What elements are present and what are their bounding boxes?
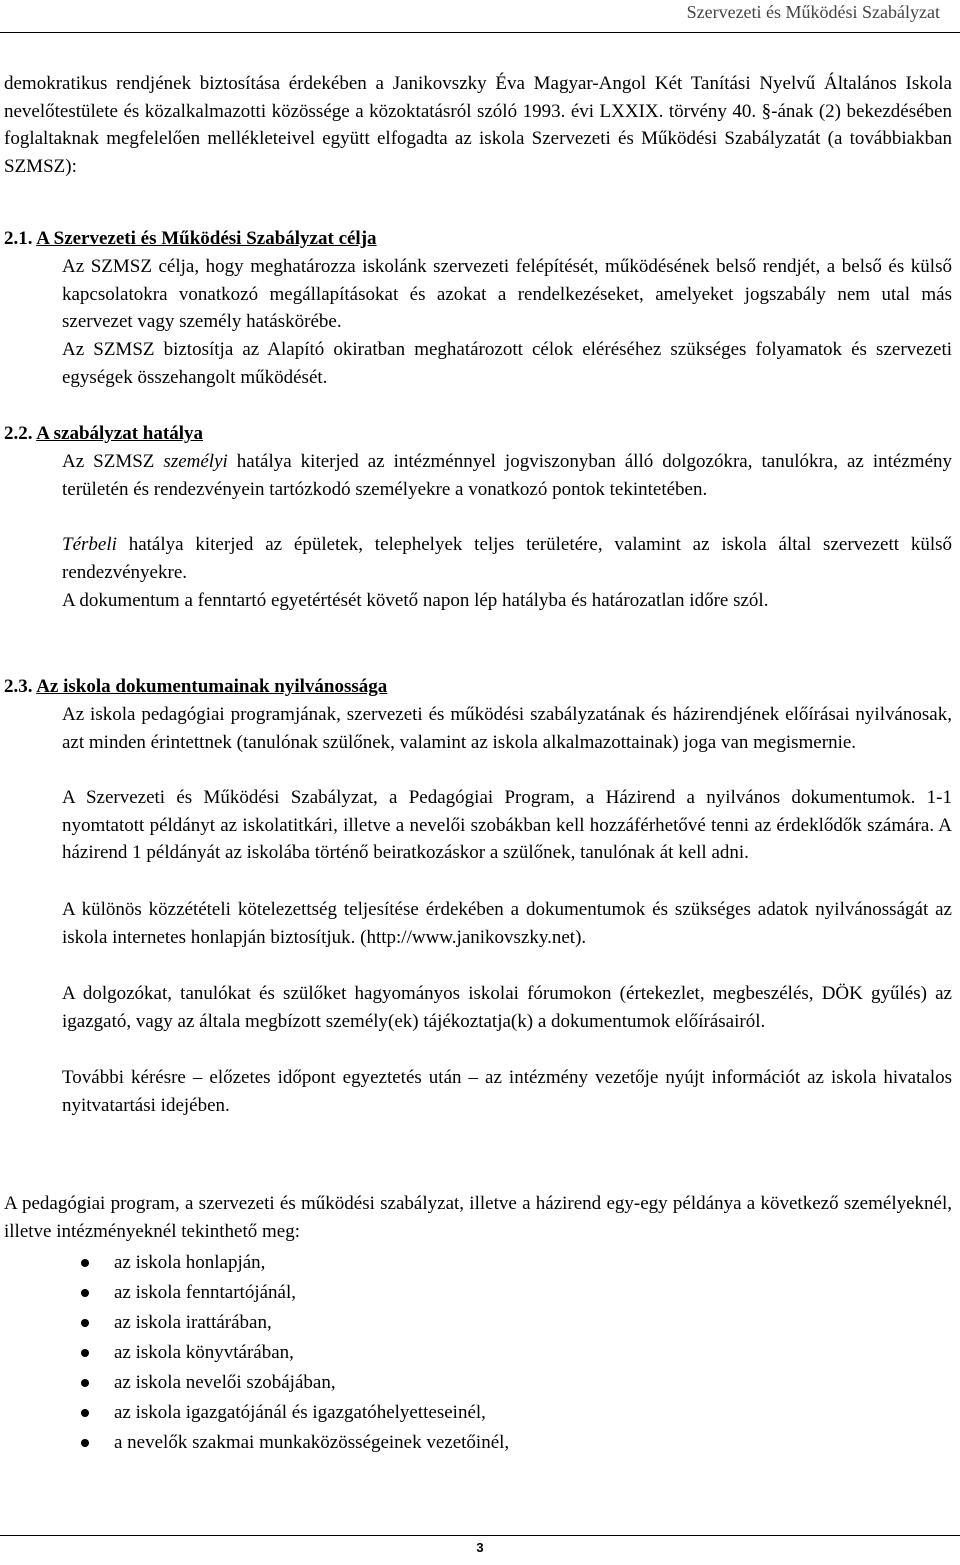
section-2-1-paragraph-1: Az SZMSZ célja, hogy meghatározza iskolánk szervezeti felépítését, működésének belső rendjét, a belső és külső kapcsolatokra vonatkozó megállapításokat és azokat a rendelkezéseket, amelyeket jogszabály nem utal más szervezet vagy személy hatáskörébe. [62, 256, 952, 333]
availability-list [0, 1248, 509, 1458]
text-run: Az SZMSZ [62, 451, 164, 472]
section-2-2-paragraph-2 [62, 531, 952, 586]
bullet-icon [81, 1259, 89, 1267]
section-2-3-paragraph-3: A különös közzétételi kötelezettség teljesítése érdekében a dokumentumok és szükséges adatok nyilvánosságát az iskola internetes honlapján biztosítjuk. (http://www.janikovszky.net). [62, 899, 952, 948]
bullet-icon [81, 1289, 89, 1297]
list-item [0, 1338, 509, 1368]
bullet-icon [81, 1349, 89, 1357]
section-2-3-paragraph-5: További kérésre – előzetes időpont egyeztetés után – az intézmény vezetője nyújt információt az iskola hivatalos nyitvatartási idejében. [62, 1067, 952, 1116]
section-2-3-paragraph-2: A Szervezeti és Működési Szabályzat, a Pedagógiai Program, a Házirend a nyilvános dokumentumok. 1-1 nyomtatott példányt az iskolatitkári, illetve a nevelői szobákban kell hozzáférhetővé tenni az érdeklődők számára. A házirend 1 példányát az iskolába történő beiratkozáskor a szülőnek, tanulónak át kell adni. [62, 787, 952, 864]
list-item-text: az iskola nevelői szobájában, [114, 1372, 336, 1393]
section-2-3-paragraph-4: A dolgozókat, tanulókat és szülőket hagyományos iskolai fórumokon (értekezlet, megbeszélés, DÖK gyűlés) az igazgató, vagy az általa megbízott személy(ek) tájékoztatja(k) a dokumentumok előírásairól. [62, 983, 952, 1032]
list-item [0, 1308, 509, 1338]
bullet-icon [81, 1379, 89, 1387]
list-item-text: a nevelők szakmai munkaközösségeinek vezetőinél, [114, 1432, 510, 1453]
running-header: Szervezeti és Működési Szabályzat [686, 2, 940, 22]
section-title: A szabályzat hatálya [36, 423, 203, 444]
availability-intro: A pedagógiai program, a szervezeti és működési szabályzat, illetve a házirend egy-egy példánya a következő személyeknél, illetve intézményeknél tekinthető meg: [4, 1193, 952, 1242]
list-item-text: az iskola igazgatójánál és igazgatóhelyetteseinél, [114, 1402, 486, 1423]
list-item-text: az iskola fenntartójánál, [114, 1282, 297, 1303]
section-2-2-paragraph-1 [62, 448, 952, 503]
section-title: A Szervezeti és Működési Szabályzat célja [36, 228, 377, 249]
bullet-icon [81, 1319, 89, 1327]
list-item-text: az iskola honlapján, [114, 1252, 266, 1273]
section-title: Az iskola dokumentumainak nyilvánossága [36, 676, 388, 697]
section-2-1-heading [4, 225, 377, 253]
bullet-icon [81, 1409, 89, 1417]
list-item-text: az iskola irattárában, [114, 1312, 272, 1333]
emphasis-spatial: Térbeli [62, 534, 117, 555]
list-item [0, 1248, 509, 1278]
emphasis-personal: személyi [163, 451, 228, 472]
section-2-3-paragraph-1: Az iskola pedagógiai programjának, szervezeti és működési szabályzatának és házirendjének előírásai nyilvánosak, azt minden érintettnek (tanulónak szülőnek, valamint az iskola alkalmazottainak) joga van megismernie. [62, 704, 952, 753]
section-2-2-paragraph-3: A dokumentum a fenntartó egyetértését követő napon lép hatályba és határozatlan időre szól. [62, 590, 769, 611]
section-2-2-heading [4, 420, 203, 448]
list-item [0, 1428, 509, 1458]
header-rule [0, 32, 960, 33]
section-number: 2.2. [4, 423, 33, 444]
list-item-text: az iskola könyvtárában, [114, 1342, 294, 1363]
text-run: hatálya kiterjed az épületek, telephelyek teljes területére, valamint az iskola által szervezett külső rendezvényekre. [62, 534, 952, 583]
section-2-1-paragraph-2: Az SZMSZ biztosítja az Alapító okiratban meghatározott célok eléréséhez szükséges folyamatok és szervezeti egységek összehangolt működését. [62, 339, 952, 388]
footer-rule [0, 1535, 960, 1536]
text-run: hatálya kiterjed az intézménnyel jogviszonyban álló dolgozókra, tanulókra, az intézmény területén és rendezvényein tartózkodó személyekre a vonatkozó pontok tekintetében. [62, 451, 952, 500]
section-number: 2.1. [4, 228, 33, 249]
section-2-3-heading [4, 673, 387, 701]
list-item [0, 1398, 509, 1428]
bullet-icon [81, 1439, 89, 1447]
page-number: 3 [476, 1540, 484, 1555]
intro-paragraph: demokratikus rendjének biztosítása érdekében a Janikovszky Éva Magyar-Angol Két Tanítási Nyelvű Általános Iskola nevelőtestülete és közalkalmazotti közössége a közoktatásról szóló 1993. évi LXXIX. törvény 40. §-ának (2) bekezdésében foglaltaknak megfelelően mellékleteivel együtt elfogadta az iskola Szervezeti és Működési Szabályzatát (a továbbiakban SZMSZ): [4, 73, 952, 177]
section-number: 2.3. [4, 676, 33, 697]
list-item [0, 1368, 509, 1398]
list-item [0, 1278, 509, 1308]
